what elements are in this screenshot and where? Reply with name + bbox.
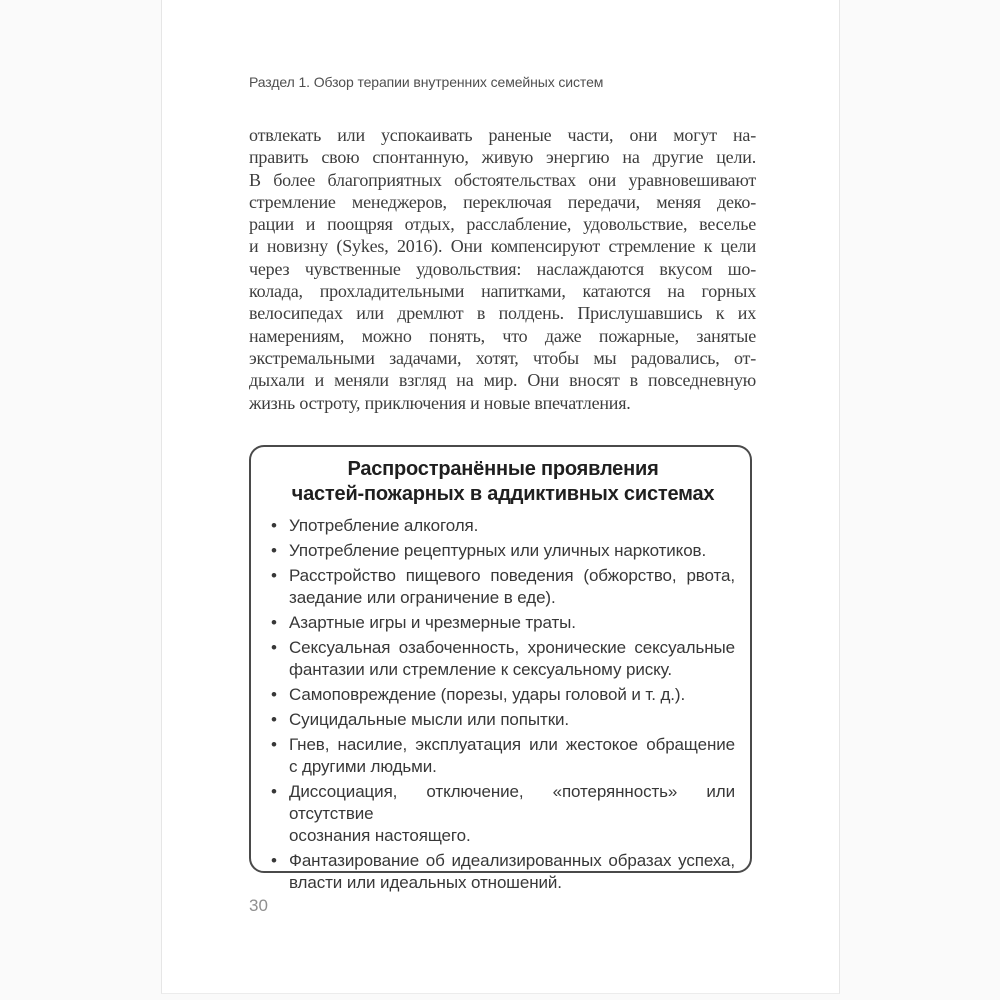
bullet-line: власти или идеальных отношений.: [289, 873, 562, 892]
bullet-list: [271, 515, 735, 894]
body-line: намерениям, можно понять, что даже пожарные, занятые: [249, 325, 756, 346]
body-line: рации и поощряя отдых, расслабление, удовольствие, веселье: [249, 214, 756, 235]
bullet-line: Гнев, насилие, эксплуатация или жестокое обращение: [289, 735, 735, 754]
bullet-icon: •: [271, 516, 277, 535]
bullet-icon: •: [271, 541, 277, 560]
bullet-line: осознания настоящего.: [289, 826, 471, 845]
bullet-icon: •: [271, 710, 277, 729]
list-item: [271, 684, 735, 706]
callout-title-line: частей-пожарных в аддиктивных системах: [291, 483, 715, 505]
list-item: [271, 565, 735, 609]
bullet-line: Употребление рецептурных или уличных наркотиков.: [289, 541, 707, 560]
list-item: [271, 781, 735, 847]
body-line: колада, прохладительными напитками, катаются на горных: [249, 281, 756, 302]
callout-box: [249, 445, 752, 892]
bullet-icon: •: [271, 782, 277, 801]
body-line: В более благоприятных обстоятельствах они уравновешивают: [249, 169, 756, 190]
bullet-line: Диссоциация, отключение, «потерянность» или отсутствие: [289, 782, 735, 823]
bullet-line: с другими людьми.: [289, 757, 437, 776]
body-line: велосипедах или дремлют в полдень. Прислушавшись к их: [249, 303, 756, 324]
bullet-line: Азартные игры и чрезмерные траты.: [289, 613, 576, 632]
page-number: 30: [249, 896, 268, 915]
list-item: [271, 612, 735, 634]
body-line: править свою спонтанную, живую энергию на другие цели.: [249, 147, 756, 168]
bullet-icon: •: [271, 638, 277, 657]
body-paragraph: [249, 124, 756, 414]
list-item: [271, 850, 735, 894]
body-line: отвлекать или успокаивать раненые части, они могут на-: [249, 125, 756, 145]
bullet-line: фантазии или стремление к сексуальному риску.: [289, 660, 672, 679]
bullet-icon: •: [271, 566, 277, 585]
bullet-line: Суицидальные мысли или попытки.: [289, 710, 570, 729]
book-page: [161, 0, 840, 994]
bullet-line: Самоповреждение (порезы, удары головой и т. д.).: [289, 685, 686, 704]
bullet-icon: •: [271, 685, 277, 704]
list-item: [271, 515, 735, 537]
body-line: жизнь остроту, приключения и новые впечатления.: [249, 392, 631, 413]
list-item: [271, 734, 735, 778]
callout-title-line: Распространённые проявления: [347, 458, 659, 480]
bullet-line: заедание или ограничение в еде).: [289, 588, 556, 607]
bullet-icon: •: [271, 735, 277, 754]
bullet-icon: •: [271, 613, 277, 632]
list-item: [271, 709, 735, 731]
body-line: стремление менеджеров, переключая передачи, меняя деко-: [249, 191, 756, 212]
callout-box-title: [271, 457, 735, 507]
bullet-line: Фантазирование об идеализированных образах успеха,: [289, 851, 735, 870]
body-line: и новизну (Sykes, 2016). Они компенсируют стремление к цели: [249, 236, 756, 257]
body-line: дыхали и меняли взгляд на мир. Они вносят в повседневную: [249, 370, 756, 391]
bullet-line: Сексуальная озабоченность, хронические сексуальные: [289, 638, 735, 657]
list-item: [271, 540, 735, 562]
bullet-line: Употребление алкоголя.: [289, 516, 479, 535]
running-head: Раздел 1. Обзор терапии внутренних семейных систем: [249, 74, 604, 90]
bullet-line: Расстройство пищевого поведения (обжорство, рвота,: [289, 566, 735, 585]
body-line: через чувственные удовольствия: наслаждаются вкусом шо-: [249, 258, 756, 279]
bullet-icon: •: [271, 851, 277, 870]
list-item: [271, 637, 735, 681]
body-line: экстремальными задачами, хотят, чтобы мы радовались, от-: [249, 347, 756, 368]
